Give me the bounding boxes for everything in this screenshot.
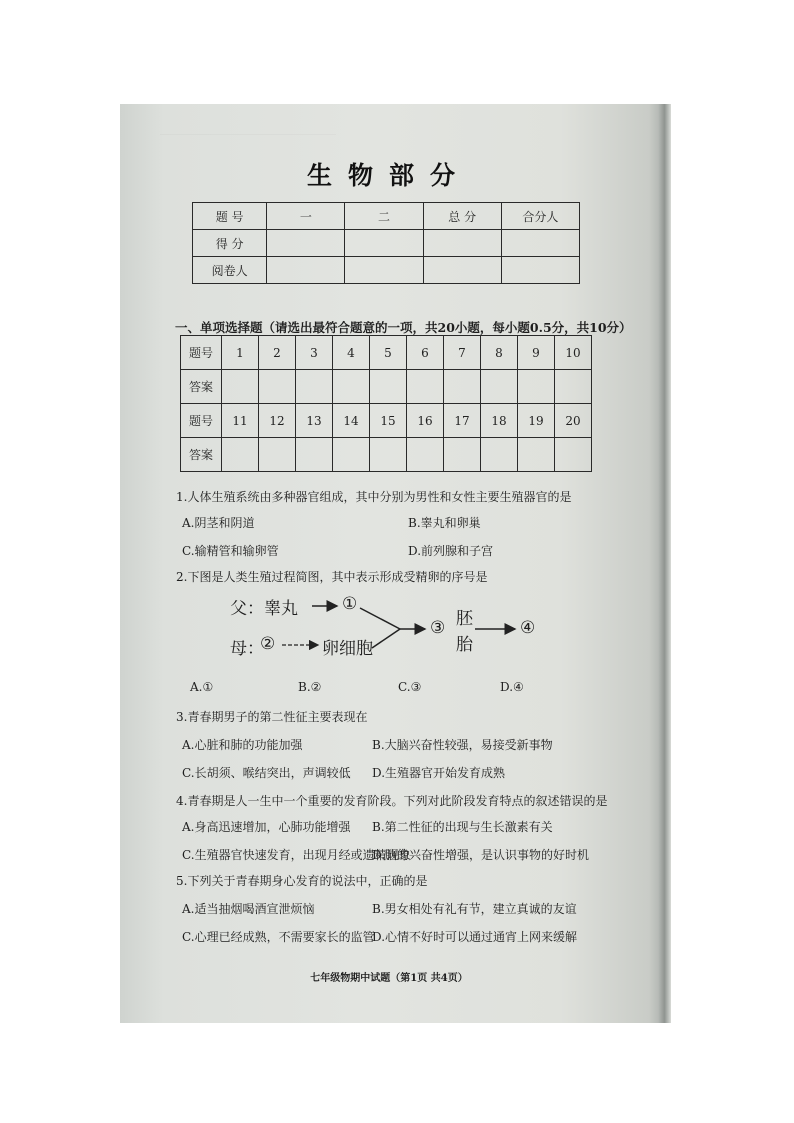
- merge-line-upper: [360, 608, 400, 629]
- question-option: D.心情不好时可以通过通宵上网来缓解: [372, 930, 578, 944]
- question-number-cell: 9: [518, 336, 555, 370]
- question-stem: 3.青春期男子的第二性征主要表现在: [176, 710, 368, 724]
- question-stem: 2.下图是人类生殖过程简图，其中表示形成受精卵的序号是: [176, 570, 488, 584]
- question-stem: 1.人体生殖系统由多种器官组成，其中分别为男性和女性主要生殖器官的是: [176, 490, 572, 504]
- answer-table: [180, 335, 592, 472]
- question-option: A.心脏和肺的功能加强: [182, 738, 303, 752]
- question-option: D.前列腺和子宫: [408, 544, 494, 558]
- question-stem: 4.青春期是人一生中一个重要的发育阶段。下列对此阶段发育特点的叙述错误的是: [176, 794, 608, 808]
- question-option: A.身高迅速增加，心肺功能增强: [182, 820, 351, 834]
- question-number-cell: 10: [555, 336, 592, 370]
- question-number-cell: 1: [222, 336, 259, 370]
- question-number-cell: 4: [333, 336, 370, 370]
- score-cell: [423, 257, 501, 284]
- answer-cell: [481, 438, 518, 472]
- question-number-cell: 7: [444, 336, 481, 370]
- father-label: 父：睾丸: [230, 599, 298, 619]
- question-number-cell: 8: [481, 336, 518, 370]
- score-cell: [423, 230, 501, 257]
- zygote-number: ③: [430, 618, 446, 638]
- answer-table-answer-row: [181, 370, 592, 404]
- question-number-cell: 11: [222, 404, 259, 438]
- question-number-cell: 13: [296, 404, 333, 438]
- answer-table-number-row: [181, 404, 592, 438]
- score-cell: [345, 230, 423, 257]
- question-option: B.大脑兴奋性较强，易接受新事物: [372, 738, 553, 752]
- question-option: A.①: [190, 680, 214, 694]
- score-header-cell: 二: [345, 203, 423, 230]
- answer-cell: [222, 438, 259, 472]
- question-option: D.④: [500, 680, 524, 694]
- reproduction-diagram: [220, 586, 560, 666]
- page-title: 生物部分: [306, 161, 471, 190]
- question-option: D.脑的兴奋性增强，是认识事物的好时机: [372, 848, 590, 862]
- question-number-cell: 12: [259, 404, 296, 438]
- question-number-cell: 19: [518, 404, 555, 438]
- question-number-cell: 5: [370, 336, 407, 370]
- score-header-cell: 一: [267, 203, 345, 230]
- question-option: C.长胡须、喉结突出，声调较低: [182, 766, 351, 780]
- merge-line-lower: [372, 629, 400, 648]
- question-option: B.②: [298, 680, 322, 694]
- question-number-cell: 2: [259, 336, 296, 370]
- answer-cell: [555, 438, 592, 472]
- egg-cell-label: 卵细胞: [322, 639, 373, 659]
- question-option: B.第二性征的出现与生长激素有关: [372, 820, 553, 834]
- question-number-cell: 15: [370, 404, 407, 438]
- paper: [120, 104, 658, 1023]
- answer-cell: [370, 438, 407, 472]
- mother-label: 母：: [230, 639, 264, 659]
- question-option: C.③: [398, 680, 422, 694]
- answer-cell: [333, 370, 370, 404]
- bleed-through-text: ________________________________: [160, 122, 336, 135]
- question-stem: 5.下列关于青春期身心发育的说法中，正确的是: [176, 874, 428, 888]
- question-number-cell: 18: [481, 404, 518, 438]
- answer-cell: [555, 370, 592, 404]
- birth-number: ④: [520, 618, 536, 638]
- question-option: D.生殖器官开始发育成熟: [372, 766, 506, 780]
- question-option: C.输精管和输卵管: [182, 544, 279, 558]
- section-heading: 一、单项选择题（请选出最符合题意的一项，共20小题，每小题0.5分，共10分）: [175, 320, 632, 335]
- question-number-cell: 16: [407, 404, 444, 438]
- answer-cell: [407, 370, 444, 404]
- score-table-row: [193, 257, 580, 284]
- score-row-label: 得 分: [193, 230, 267, 257]
- page-footer: 七年级物期中试题（第1页 共4页）: [310, 973, 468, 984]
- embryo-label-line2: 胎: [456, 635, 473, 655]
- embryo-label-line1: 胚: [456, 609, 473, 629]
- question-option: C.生殖器官快速发育，出现月经或遗精现象: [182, 848, 411, 862]
- question-number-cell: 14: [333, 404, 370, 438]
- answer-row-label: 答案: [181, 370, 222, 404]
- question-number-cell: 20: [555, 404, 592, 438]
- score-cell: [501, 257, 579, 284]
- question-option: B.睾丸和卵巢: [408, 516, 481, 530]
- answer-cell: [407, 438, 444, 472]
- answer-row-label: 题号: [181, 336, 222, 370]
- question-number-cell: 6: [407, 336, 444, 370]
- answer-cell: [333, 438, 370, 472]
- question-option: C.心理已经成熟，不需要家长的监管: [182, 930, 375, 944]
- answer-cell: [518, 438, 555, 472]
- score-header-cell: 总 分: [423, 203, 501, 230]
- score-cell: [501, 230, 579, 257]
- score-cell: [345, 257, 423, 284]
- question-number-cell: 3: [296, 336, 333, 370]
- answer-table-answer-row: [181, 438, 592, 472]
- answer-row-label: 答案: [181, 438, 222, 472]
- scanned-page-photo: [120, 104, 671, 1023]
- answer-cell: [444, 370, 481, 404]
- answer-cell: [481, 370, 518, 404]
- answer-row-label: 题号: [181, 404, 222, 438]
- answer-cell: [296, 438, 333, 472]
- question-option: B.男女相处有礼有节，建立真诚的友谊: [372, 902, 577, 916]
- answer-cell: [222, 370, 259, 404]
- answer-cell: [259, 438, 296, 472]
- score-row-label: 阅卷人: [193, 257, 267, 284]
- ovary-number: ②: [260, 634, 276, 654]
- answer-cell: [296, 370, 333, 404]
- paper-edge-shadow: [658, 104, 671, 1023]
- score-header-cell: 合分人: [501, 203, 579, 230]
- answer-cell: [370, 370, 407, 404]
- question-option: A.适当抽烟喝酒宣泄烦恼: [182, 902, 315, 916]
- answer-cell: [444, 438, 481, 472]
- score-cell: [267, 230, 345, 257]
- score-table-row: [193, 230, 580, 257]
- answer-table-number-row: [181, 336, 592, 370]
- answer-cell: [518, 370, 555, 404]
- score-table-header-row: [193, 203, 580, 230]
- question-option: A.阴茎和阴道: [182, 516, 255, 530]
- sperm-number: ①: [342, 594, 358, 614]
- question-number-cell: 17: [444, 404, 481, 438]
- answer-cell: [259, 370, 296, 404]
- score-table: [192, 202, 580, 284]
- score-header-cell: 题 号: [193, 203, 267, 230]
- score-cell: [267, 257, 345, 284]
